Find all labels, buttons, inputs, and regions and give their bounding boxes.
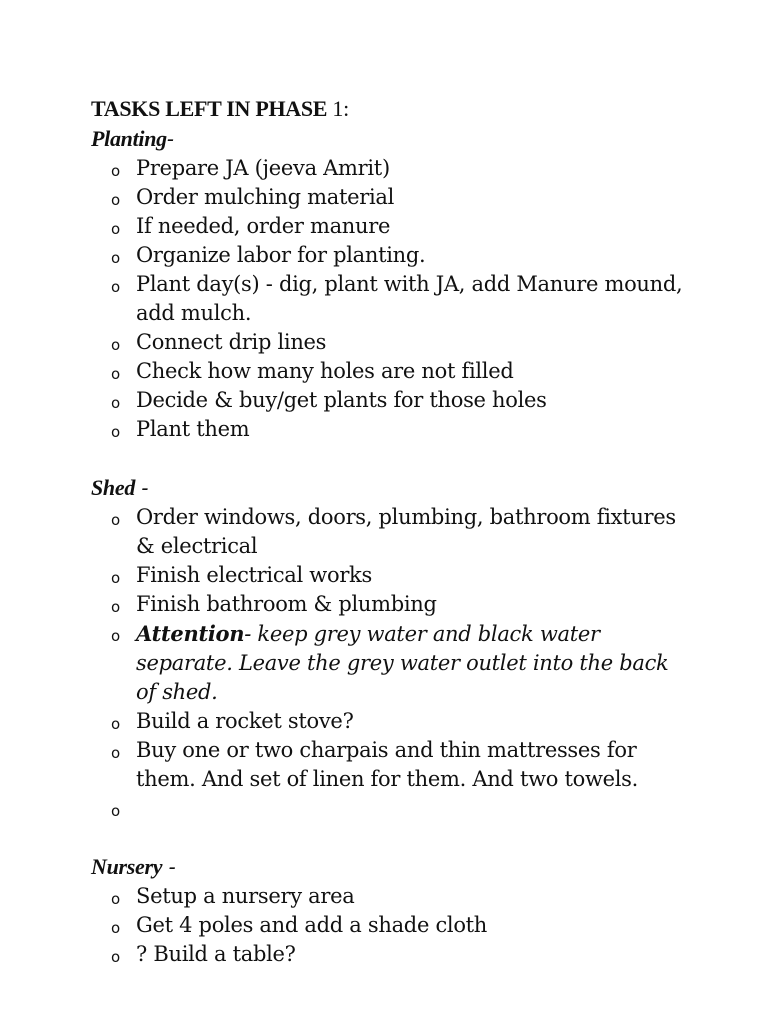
page-title xyxy=(91,94,691,124)
attention-label: Attention xyxy=(136,621,245,646)
section-heading-planting xyxy=(91,124,691,154)
list-item-text: Plant day(s) - dig, plant with JA, add Manure mound, add mulch. xyxy=(136,272,683,325)
page-title-text: TASKS LEFT IN PHASE xyxy=(91,96,333,121)
section-dash-shed: - xyxy=(135,476,149,500)
list-item-text: Organize labor for planting. xyxy=(136,243,426,267)
bullet-icon: o xyxy=(111,919,120,937)
section-spacer xyxy=(91,823,691,852)
list-item-text: Setup a nursery area xyxy=(136,884,355,908)
section-dash-planting: - xyxy=(166,127,174,151)
bullet-icon: o xyxy=(111,511,120,529)
bullet-icon: o xyxy=(111,715,120,733)
bullet-icon: o xyxy=(111,394,120,412)
list-item xyxy=(91,503,691,561)
section-title-shed: Shed xyxy=(91,475,136,500)
list-item xyxy=(91,386,691,415)
task-list-planting xyxy=(91,154,691,444)
list-item xyxy=(91,940,691,969)
list-item-text: Finish bathroom & plumbing xyxy=(136,592,437,616)
bullet-icon: o xyxy=(111,948,120,966)
bullet-icon: o xyxy=(111,220,120,238)
bullet-icon: o xyxy=(111,627,120,645)
list-item xyxy=(91,590,691,619)
document-page xyxy=(91,94,691,969)
list-item-text: Get 4 poles and add a shade cloth xyxy=(136,913,488,937)
bullet-icon: o xyxy=(111,423,120,441)
list-item xyxy=(91,736,691,794)
list-item xyxy=(91,154,691,183)
bullet-icon: o xyxy=(111,890,120,908)
task-list-shed xyxy=(91,503,691,823)
attention-text: - keep grey water and black water separate. Leave the grey water outlet into the back of shed. xyxy=(136,622,669,704)
list-item xyxy=(91,328,691,357)
list-item xyxy=(91,561,691,590)
list-item xyxy=(91,183,691,212)
list-item-text: Buy one or two charpais and thin mattresses for them. And set of linen for them. And two towels. xyxy=(136,738,639,791)
list-item xyxy=(91,357,691,386)
list-item-text: ? Build a table? xyxy=(136,942,296,966)
list-item-text: Order windows, doors, plumbing, bathroom fixtures & electrical xyxy=(136,505,676,558)
bullet-icon: o xyxy=(111,802,120,820)
list-item xyxy=(91,707,691,736)
list-item-text: Finish electrical works xyxy=(136,563,372,587)
bullet-icon: o xyxy=(111,336,120,354)
bullet-icon: o xyxy=(111,191,120,209)
list-item-text: Connect drip lines xyxy=(136,330,327,354)
section-heading-nursery xyxy=(91,852,691,882)
bullet-icon: o xyxy=(111,278,120,296)
bullet-icon: o xyxy=(111,569,120,587)
list-item-text: Check how many holes are not filled xyxy=(136,359,514,383)
list-item-text: Build a rocket stove? xyxy=(136,709,354,733)
section-spacer xyxy=(91,444,691,473)
list-item-attention xyxy=(91,619,691,707)
list-item xyxy=(91,882,691,911)
page-title-number: 1: xyxy=(332,96,349,121)
list-item xyxy=(91,415,691,444)
list-item-text: Decide & buy/get plants for those holes xyxy=(136,388,547,412)
list-item-text: If needed, order manure xyxy=(136,214,391,238)
list-item xyxy=(91,911,691,940)
list-item-text: Plant them xyxy=(136,417,250,441)
list-item-text: Prepare JA (jeeva Amrit) xyxy=(136,156,390,180)
section-dash-nursery: - xyxy=(162,855,176,879)
section-heading-shed xyxy=(91,473,691,503)
section-title-nursery: Nursery xyxy=(91,854,163,879)
bullet-icon: o xyxy=(111,249,120,267)
list-item xyxy=(91,270,691,328)
list-item xyxy=(91,241,691,270)
section-title-planting: Planting xyxy=(91,126,167,151)
bullet-icon: o xyxy=(111,598,120,616)
bullet-icon: o xyxy=(111,365,120,383)
list-item-text: Order mulching material xyxy=(136,185,395,209)
task-list-nursery xyxy=(91,882,691,969)
list-item-empty xyxy=(91,794,691,823)
bullet-icon: o xyxy=(111,162,120,180)
list-item xyxy=(91,212,691,241)
bullet-icon: o xyxy=(111,744,120,762)
